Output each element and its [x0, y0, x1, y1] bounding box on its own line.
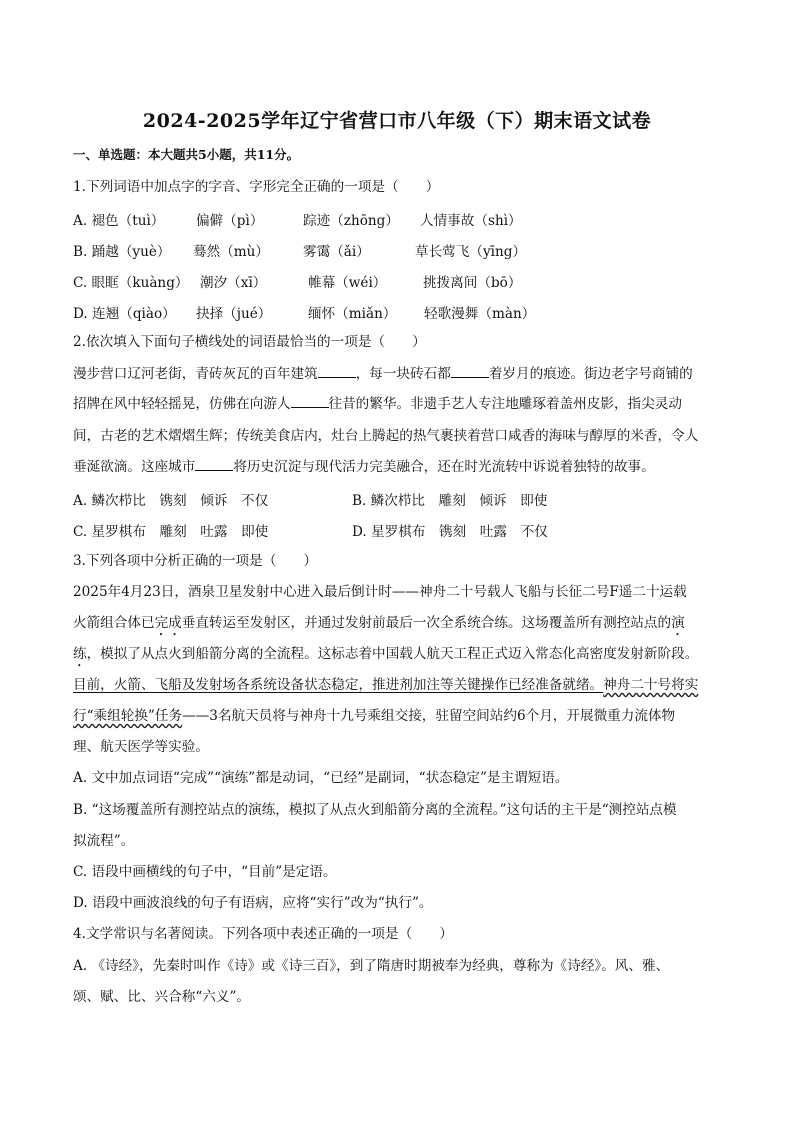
q1-option-a-4: 人情事故（shì）: [420, 213, 522, 229]
q3-text: ，模拟了从点火到船箭分离的全流程。这标志着中国载人航天工程正式迈入常态化高密度发射新阶段。: [86, 646, 699, 662]
q1-option-b-4: 草长莺飞（yīng）: [415, 244, 527, 260]
fill-blank-3: [291, 395, 329, 408]
q1-option-c-1: C. 眼眶（kuàng）: [73, 275, 189, 291]
dotted-word: 完成: [154, 615, 182, 631]
q2-stem: 2.依次填入下面句子横线处的词语最恰当的一项是（ ）: [73, 334, 426, 350]
fill-blank-4: [195, 458, 233, 471]
fill-blank-2: [451, 365, 489, 378]
q4-stem: 4.文学常识与名著阅读。下列各项中表述正确的一项是（ ）: [73, 926, 453, 942]
wavy-underlined-sentence: 神舟二十号将实: [603, 677, 699, 693]
q3-text: ——3名航天员将与神舟十九号乘组交接，驻留空间站约6个月，开展微重力流体物: [182, 708, 676, 724]
q3-option-b-line-1: B. “这场覆盖所有测控站点的演练，模拟了从点火到船箭分离的全流程。”这句话的主干是“测控站点模: [73, 802, 677, 818]
q3-text: 火箭组合体已: [73, 615, 155, 631]
q1-option-c-2: 潮汐（xī）: [200, 275, 267, 291]
q1-option-d-3: 缅怀（miǎn）: [308, 306, 397, 322]
exam-title: 2024-2025学年辽宁省营口市八年级（下）期末语文试卷: [142, 110, 652, 132]
q2-passage-line-3: 间，古老的艺术熠熠生辉；传统美食店内，灶台上腾起的热气裹挟着营口咸香的海味与醇厚的米香，令人: [73, 428, 699, 444]
q2-option-c: C. 星罗棋布 雕刻 吐露 即使: [73, 524, 269, 540]
q2-text: 着岁月的痕迹。街边老字号商铺的: [488, 366, 693, 382]
q2-passage-line-1: [73, 365, 693, 383]
q1-option-c-3: 帷幕（wéi）: [308, 275, 387, 291]
q1-option-d-4: 轻歌漫舞（màn）: [424, 306, 536, 322]
q1-stem: 1.下列词语中加点字的字音、字形完全正确的一项是（ ）: [73, 179, 440, 195]
wavy-underlined-sentence: 行“乘组轮换”任务: [73, 708, 183, 724]
q3-option-d: D. 语段中画波浪线的句子有语病，应将“实行”改为“执行”。: [73, 895, 433, 911]
underlined-sentence: 目前，火箭、飞船及发射场各系统设备状态稳定，推进剂加注等关键操作已经准备就绪。: [73, 677, 604, 693]
q1-option-b-3: 雾霭（ǎi）: [303, 244, 370, 260]
q2-option-b: B. 鳞次栉比 雕刻 倾诉 即使: [352, 493, 548, 509]
q2-text: 往昔的繁华。非遗手艺人专注地雕琢着盖州皮影，指尖灵动: [328, 396, 682, 412]
q1-option-b-2: 蓦然（mù）: [193, 244, 270, 260]
q3-option-b-line-2: 拟流程”。: [73, 833, 135, 849]
q1-option-a-2: 偏僻（pì）: [196, 213, 264, 229]
q3-option-a: A. 文中加点词语“完成”“演练”都是动词，“已经”是副词，“状态稳定”是主谓短语。: [73, 770, 569, 786]
q2-passage-line-4: [73, 458, 655, 476]
q3-text: 垂直转运至发射区，并通过发射前最后一次全系统合练。这场覆盖所有测控站点的: [181, 615, 672, 631]
dotted-word: 练: [73, 646, 87, 662]
q1-option-a-1: A. 褪色（tuì）: [73, 213, 165, 229]
q3-stem: 3.下列各项中分析正确的一项是（ ）: [73, 553, 318, 569]
q1-option-c-4: 挑拨离间（bō）: [423, 275, 522, 291]
dotted-word: 演: [671, 615, 685, 631]
q1-option-a-3: 踪迹（zhōng）: [303, 213, 399, 229]
q1-option-d-2: 抉择（jué）: [196, 306, 272, 322]
q1-option-d-1: D. 连翘（qiào）: [73, 306, 176, 322]
q4-option-a-line-2: 颂、赋、比、兴合称“六义”。: [73, 989, 251, 1005]
q3-passage-line-4: [73, 676, 698, 694]
section-heading: 一、单选题：本大题共5小题，共11分。: [73, 147, 300, 162]
q2-text: 将历史沉淀与现代活力完美融合，还在时光流转中诉说着独特的故事。: [233, 459, 655, 475]
q3-option-c: C. 语段中画横线的句子中，“目前”是定语。: [73, 864, 337, 880]
q2-text: 漫步营口辽河老街，青砖灰瓦的百年建筑: [73, 366, 318, 382]
q2-option-a: A. 鳞次栉比 镌刻 倾诉 不仅: [73, 493, 269, 509]
q2-passage-line-2: [73, 395, 682, 413]
q3-passage-line-5: [73, 707, 675, 725]
q1-option-b-1: B. 踊越（yuè）: [73, 244, 171, 260]
q2-text: 招牌在风中轻轻摇晃，仿佛在向游人: [73, 396, 291, 412]
q2-text: ，每一块砖石都: [355, 366, 451, 382]
fill-blank-1: [318, 365, 356, 378]
q3-passage-line-1: 2025年4月23日，酒泉卫星发射中心进入最后倒计时——神舟二十号载人飞船与长征二号F遥二十运载: [73, 584, 687, 600]
q3-passage-line-6: 理、航天医学等实验。: [73, 739, 209, 755]
q3-passage-line-3: [73, 645, 698, 670]
q2-text: 垂涎欲滴。这座城市: [73, 459, 196, 475]
q4-option-a-line-1: A. 《诗经》，先秦时叫作《诗》或《诗三百》，到了隋唐时期被奉为经典，尊称为《诗经》。风、雅、: [73, 958, 670, 974]
q3-passage-line-2: [73, 614, 685, 639]
q2-option-d: D. 星罗棋布 镌刻 吐露 不仅: [352, 524, 548, 540]
